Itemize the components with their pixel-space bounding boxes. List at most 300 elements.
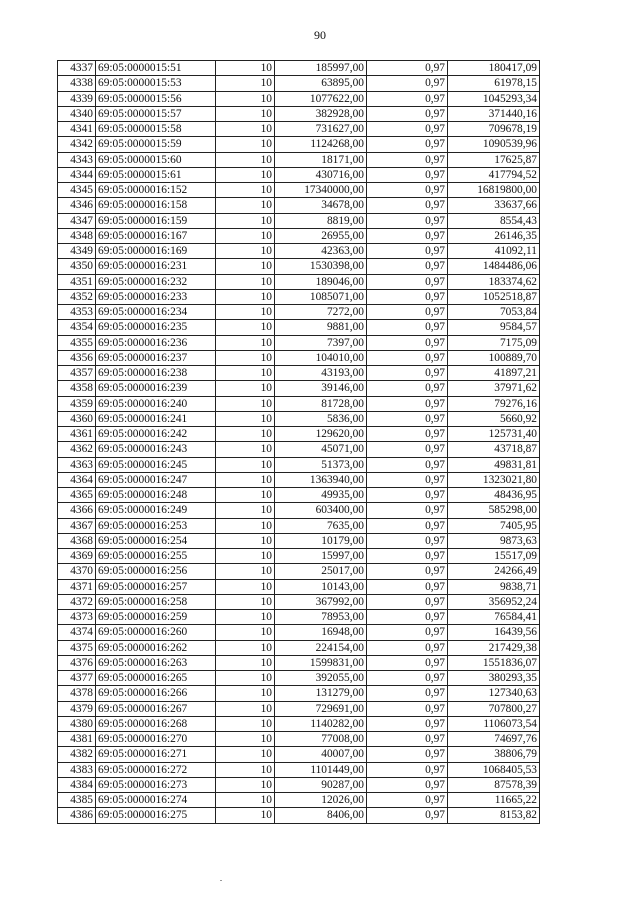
cadastral-value-cell: 78953,00 [275, 610, 367, 625]
row-number-cell: 4360 [58, 411, 96, 426]
row-number-cell: 4349 [58, 244, 96, 259]
row-number-cell: 4342 [58, 137, 96, 152]
row-number-cell: 4346 [58, 198, 96, 213]
result-value-cell: 371440,16 [448, 106, 540, 121]
coefficient-cell: 0,97 [367, 594, 448, 609]
cadastral-value-cell: 7635,00 [275, 518, 367, 533]
result-value-cell: 1052518,87 [448, 289, 540, 304]
rate-cell: 10 [216, 167, 275, 182]
rate-cell: 10 [216, 198, 275, 213]
result-value-cell: 41092,11 [448, 244, 540, 259]
rate-cell: 10 [216, 472, 275, 487]
row-number-cell: 4338 [58, 76, 96, 91]
table-row [58, 61, 540, 76]
row-number-cell: 4367 [58, 518, 96, 533]
table-row [58, 198, 540, 213]
cadastral-number-cell: 69:05:0000016:258 [96, 594, 216, 609]
cadastral-value-cell: 189046,00 [275, 274, 367, 289]
table-row [58, 808, 540, 823]
table-row [58, 579, 540, 594]
table-row [58, 366, 540, 381]
row-number-cell: 4363 [58, 457, 96, 472]
result-value-cell: 7175,09 [448, 335, 540, 350]
cadastral-value-cell: 603400,00 [275, 503, 367, 518]
coefficient-cell: 0,97 [367, 442, 448, 457]
data-table [57, 60, 540, 824]
coefficient-cell: 0,97 [367, 533, 448, 548]
cadastral-number-cell: 69:05:0000016:169 [96, 244, 216, 259]
rate-cell: 10 [216, 274, 275, 289]
cadastral-value-cell: 1530398,00 [275, 259, 367, 274]
cadastral-value-cell: 131279,00 [275, 686, 367, 701]
result-value-cell: 183374,62 [448, 274, 540, 289]
cadastral-number-cell: 69:05:0000015:61 [96, 167, 216, 182]
cadastral-number-cell: 69:05:0000016:243 [96, 442, 216, 457]
coefficient-cell: 0,97 [367, 411, 448, 426]
row-number-cell: 4339 [58, 91, 96, 106]
rate-cell: 10 [216, 350, 275, 365]
coefficient-cell: 0,97 [367, 305, 448, 320]
coefficient-cell: 0,97 [367, 76, 448, 91]
coefficient-cell: 0,97 [367, 259, 448, 274]
table-row [58, 259, 540, 274]
cadastral-number-cell: 69:05:0000016:249 [96, 503, 216, 518]
result-value-cell: 17625,87 [448, 152, 540, 167]
rate-cell: 10 [216, 655, 275, 670]
row-number-cell: 4374 [58, 625, 96, 640]
rate-cell: 10 [216, 594, 275, 609]
row-number-cell: 4382 [58, 747, 96, 762]
coefficient-cell: 0,97 [367, 701, 448, 716]
rate-cell: 10 [216, 457, 275, 472]
cadastral-value-cell: 15997,00 [275, 549, 367, 564]
cadastral-number-cell: 69:05:0000016:260 [96, 625, 216, 640]
row-number-cell: 4354 [58, 320, 96, 335]
rate-cell: 10 [216, 259, 275, 274]
rate-cell: 10 [216, 777, 275, 792]
cadastral-value-cell: 63895,00 [275, 76, 367, 91]
cadastral-number-cell: 69:05:0000016:271 [96, 747, 216, 762]
row-number-cell: 4372 [58, 594, 96, 609]
row-number-cell: 4385 [58, 793, 96, 808]
table-row [58, 320, 540, 335]
result-value-cell: 8153,82 [448, 808, 540, 823]
cadastral-number-cell: 69:05:0000016:256 [96, 564, 216, 579]
result-value-cell: 707800,27 [448, 701, 540, 716]
result-value-cell: 417794,52 [448, 167, 540, 182]
coefficient-cell: 0,97 [367, 488, 448, 503]
cadastral-number-cell: 69:05:0000016:159 [96, 213, 216, 228]
cadastral-number-cell: 69:05:0000016:236 [96, 335, 216, 350]
table-row [58, 594, 540, 609]
row-number-cell: 4369 [58, 549, 96, 564]
result-value-cell: 33637,66 [448, 198, 540, 213]
rate-cell: 10 [216, 366, 275, 381]
rate-cell: 10 [216, 76, 275, 91]
table-row [58, 747, 540, 762]
result-value-cell: 41897,21 [448, 366, 540, 381]
cadastral-number-cell: 69:05:0000016:242 [96, 427, 216, 442]
table-row [58, 213, 540, 228]
cadastral-number-cell: 69:05:0000016:275 [96, 808, 216, 823]
table-row [58, 610, 540, 625]
result-value-cell: 1090539,96 [448, 137, 540, 152]
cadastral-value-cell: 382928,00 [275, 106, 367, 121]
coefficient-cell: 0,97 [367, 671, 448, 686]
cadastral-number-cell: 69:05:0000016:253 [96, 518, 216, 533]
result-value-cell: 87578,39 [448, 777, 540, 792]
rate-cell: 10 [216, 579, 275, 594]
row-number-cell: 4355 [58, 335, 96, 350]
table-row [58, 564, 540, 579]
rate-cell: 10 [216, 625, 275, 640]
rate-cell: 10 [216, 335, 275, 350]
rate-cell: 10 [216, 518, 275, 533]
rate-cell: 10 [216, 106, 275, 121]
result-value-cell: 15517,09 [448, 549, 540, 564]
table-row [58, 106, 540, 121]
table-row [58, 472, 540, 487]
row-number-cell: 4365 [58, 488, 96, 503]
result-value-cell: 1106073,54 [448, 716, 540, 731]
coefficient-cell: 0,97 [367, 793, 448, 808]
coefficient-cell: 0,97 [367, 274, 448, 289]
cadastral-number-cell: 69:05:0000016:272 [96, 762, 216, 777]
cadastral-value-cell: 1140282,00 [275, 716, 367, 731]
result-value-cell: 48436,95 [448, 488, 540, 503]
table-row [58, 244, 540, 259]
cadastral-number-cell: 69:05:0000016:266 [96, 686, 216, 701]
row-number-cell: 4356 [58, 350, 96, 365]
cadastral-value-cell: 7272,00 [275, 305, 367, 320]
cadastral-value-cell: 10143,00 [275, 579, 367, 594]
row-number-cell: 4345 [58, 183, 96, 198]
table-row [58, 350, 540, 365]
rate-cell: 10 [216, 427, 275, 442]
result-value-cell: 1484486,06 [448, 259, 540, 274]
cadastral-number-cell: 69:05:0000016:233 [96, 289, 216, 304]
cadastral-number-cell: 69:05:0000015:57 [96, 106, 216, 121]
cadastral-number-cell: 69:05:0000015:60 [96, 152, 216, 167]
row-number-cell: 4341 [58, 122, 96, 137]
cadastral-number-cell: 69:05:0000015:53 [96, 76, 216, 91]
result-value-cell: 1045293,34 [448, 91, 540, 106]
table-row [58, 732, 540, 747]
cadastral-value-cell: 81728,00 [275, 396, 367, 411]
result-value-cell: 11665,22 [448, 793, 540, 808]
row-number-cell: 4351 [58, 274, 96, 289]
table-row [58, 457, 540, 472]
cadastral-value-cell: 1599831,00 [275, 655, 367, 670]
rate-cell: 10 [216, 488, 275, 503]
coefficient-cell: 0,97 [367, 625, 448, 640]
result-value-cell: 100889,70 [448, 350, 540, 365]
rate-cell: 10 [216, 396, 275, 411]
result-value-cell: 356952,24 [448, 594, 540, 609]
rate-cell: 10 [216, 732, 275, 747]
row-number-cell: 4343 [58, 152, 96, 167]
coefficient-cell: 0,97 [367, 320, 448, 335]
cadastral-number-cell: 69:05:0000015:51 [96, 61, 216, 76]
rate-cell: 10 [216, 137, 275, 152]
cadastral-value-cell: 43193,00 [275, 366, 367, 381]
cadastral-number-cell: 69:05:0000016:263 [96, 655, 216, 670]
cadastral-number-cell: 69:05:0000016:248 [96, 488, 216, 503]
coefficient-cell: 0,97 [367, 350, 448, 365]
rate-cell: 10 [216, 61, 275, 76]
cadastral-value-cell: 12026,00 [275, 793, 367, 808]
table-row [58, 503, 540, 518]
rate-cell: 10 [216, 228, 275, 243]
cadastral-number-cell: 69:05:0000016:259 [96, 610, 216, 625]
row-number-cell: 4350 [58, 259, 96, 274]
result-value-cell: 49831,81 [448, 457, 540, 472]
result-value-cell: 24266,49 [448, 564, 540, 579]
cadastral-number-cell: 69:05:0000015:56 [96, 91, 216, 106]
cadastral-value-cell: 104010,00 [275, 350, 367, 365]
coefficient-cell: 0,97 [367, 747, 448, 762]
table-row [58, 793, 540, 808]
rate-cell: 10 [216, 533, 275, 548]
result-value-cell: 7053,84 [448, 305, 540, 320]
rate-cell: 10 [216, 442, 275, 457]
coefficient-cell: 0,97 [367, 198, 448, 213]
coefficient-cell: 0,97 [367, 183, 448, 198]
table-row [58, 488, 540, 503]
rate-cell: 10 [216, 793, 275, 808]
cadastral-number-cell: 69:05:0000016:265 [96, 671, 216, 686]
table-row [58, 183, 540, 198]
cadastral-number-cell: 69:05:0000016:247 [96, 472, 216, 487]
result-value-cell: 38806,79 [448, 747, 540, 762]
table-row [58, 274, 540, 289]
cadastral-value-cell: 17340000,00 [275, 183, 367, 198]
cadastral-number-cell: 69:05:0000016:257 [96, 579, 216, 594]
result-value-cell: 7405,95 [448, 518, 540, 533]
coefficient-cell: 0,97 [367, 457, 448, 472]
result-value-cell: 74697,76 [448, 732, 540, 747]
table-row [58, 411, 540, 426]
rate-cell: 10 [216, 91, 275, 106]
row-number-cell: 4375 [58, 640, 96, 655]
cadastral-number-cell: 69:05:0000016:268 [96, 716, 216, 731]
table-row [58, 686, 540, 701]
row-number-cell: 4373 [58, 610, 96, 625]
result-value-cell: 380293,35 [448, 671, 540, 686]
rate-cell: 10 [216, 701, 275, 716]
row-number-cell: 4384 [58, 777, 96, 792]
coefficient-cell: 0,97 [367, 396, 448, 411]
row-number-cell: 4361 [58, 427, 96, 442]
row-number-cell: 4340 [58, 106, 96, 121]
cadastral-value-cell: 90287,00 [275, 777, 367, 792]
coefficient-cell: 0,97 [367, 289, 448, 304]
table-row [58, 381, 540, 396]
cadastral-value-cell: 367992,00 [275, 594, 367, 609]
cadastral-value-cell: 224154,00 [275, 640, 367, 655]
cadastral-value-cell: 77008,00 [275, 732, 367, 747]
cadastral-value-cell: 1101449,00 [275, 762, 367, 777]
result-value-cell: 1551836,07 [448, 655, 540, 670]
table-row [58, 716, 540, 731]
coefficient-cell: 0,97 [367, 808, 448, 823]
cadastral-value-cell: 39146,00 [275, 381, 367, 396]
rate-cell: 10 [216, 244, 275, 259]
coefficient-cell: 0,97 [367, 716, 448, 731]
coefficient-cell: 0,97 [367, 472, 448, 487]
coefficient-cell: 0,97 [367, 213, 448, 228]
coefficient-cell: 0,97 [367, 427, 448, 442]
rate-cell: 10 [216, 549, 275, 564]
cadastral-number-cell: 69:05:0000016:232 [96, 274, 216, 289]
rate-cell: 10 [216, 640, 275, 655]
row-number-cell: 4358 [58, 381, 96, 396]
coefficient-cell: 0,97 [367, 549, 448, 564]
table-row [58, 76, 540, 91]
cadastral-value-cell: 51373,00 [275, 457, 367, 472]
table-row [58, 442, 540, 457]
coefficient-cell: 0,97 [367, 152, 448, 167]
coefficient-cell: 0,97 [367, 686, 448, 701]
cadastral-value-cell: 16948,00 [275, 625, 367, 640]
rate-cell: 10 [216, 762, 275, 777]
table-row [58, 305, 540, 320]
result-value-cell: 127340,63 [448, 686, 540, 701]
coefficient-cell: 0,97 [367, 335, 448, 350]
table-row [58, 122, 540, 137]
row-number-cell: 4370 [58, 564, 96, 579]
table-row [58, 396, 540, 411]
cadastral-number-cell: 69:05:0000016:267 [96, 701, 216, 716]
cadastral-value-cell: 1363940,00 [275, 472, 367, 487]
cadastral-value-cell: 10179,00 [275, 533, 367, 548]
cadastral-value-cell: 392055,00 [275, 671, 367, 686]
cadastral-number-cell: 69:05:0000016:167 [96, 228, 216, 243]
row-number-cell: 4378 [58, 686, 96, 701]
result-value-cell: 26146,35 [448, 228, 540, 243]
cadastral-number-cell: 69:05:0000016:231 [96, 259, 216, 274]
cadastral-value-cell: 45071,00 [275, 442, 367, 457]
table-row [58, 137, 540, 152]
result-value-cell: 180417,09 [448, 61, 540, 76]
table-row [58, 671, 540, 686]
table-row [58, 335, 540, 350]
cadastral-value-cell: 8406,00 [275, 808, 367, 823]
row-number-cell: 4368 [58, 533, 96, 548]
table-row [58, 152, 540, 167]
row-number-cell: 4376 [58, 655, 96, 670]
cadastral-number-cell: 69:05:0000016:235 [96, 320, 216, 335]
coefficient-cell: 0,97 [367, 167, 448, 182]
row-number-cell: 4377 [58, 671, 96, 686]
result-value-cell: 16819800,00 [448, 183, 540, 198]
result-value-cell: 709678,19 [448, 122, 540, 137]
rate-cell: 10 [216, 716, 275, 731]
table-row [58, 228, 540, 243]
rate-cell: 10 [216, 152, 275, 167]
coefficient-cell: 0,97 [367, 762, 448, 777]
row-number-cell: 4337 [58, 61, 96, 76]
rate-cell: 10 [216, 808, 275, 823]
rate-cell: 10 [216, 213, 275, 228]
result-value-cell: 217429,38 [448, 640, 540, 655]
coefficient-cell: 0,97 [367, 228, 448, 243]
cadastral-value-cell: 42363,00 [275, 244, 367, 259]
row-number-cell: 4379 [58, 701, 96, 716]
table-row [58, 289, 540, 304]
cadastral-value-cell: 1124268,00 [275, 137, 367, 152]
cadastral-value-cell: 7397,00 [275, 335, 367, 350]
row-number-cell: 4344 [58, 167, 96, 182]
cadastral-number-cell: 69:05:0000016:255 [96, 549, 216, 564]
result-value-cell: 9838,71 [448, 579, 540, 594]
cadastral-value-cell: 1077622,00 [275, 91, 367, 106]
cadastral-number-cell: 69:05:0000016:262 [96, 640, 216, 655]
result-value-cell: 43718,87 [448, 442, 540, 457]
rate-cell: 10 [216, 671, 275, 686]
cadastral-value-cell: 9881,00 [275, 320, 367, 335]
cadastral-number-cell: 69:05:0000015:58 [96, 122, 216, 137]
cadastral-value-cell: 26955,00 [275, 228, 367, 243]
rate-cell: 10 [216, 381, 275, 396]
table-row [58, 762, 540, 777]
cadastral-value-cell: 731627,00 [275, 122, 367, 137]
coefficient-cell: 0,97 [367, 655, 448, 670]
table-row [58, 167, 540, 182]
rate-cell: 10 [216, 610, 275, 625]
row-number-cell: 4366 [58, 503, 96, 518]
rate-cell: 10 [216, 747, 275, 762]
table-row [58, 533, 540, 548]
row-number-cell: 4347 [58, 213, 96, 228]
cadastral-number-cell: 69:05:0000016:254 [96, 533, 216, 548]
cadastral-number-cell: 69:05:0000016:152 [96, 183, 216, 198]
result-value-cell: 16439,56 [448, 625, 540, 640]
table-row [58, 625, 540, 640]
result-value-cell: 79276,16 [448, 396, 540, 411]
table-body [58, 61, 540, 824]
cadastral-value-cell: 18171,00 [275, 152, 367, 167]
cadastral-value-cell: 5836,00 [275, 411, 367, 426]
result-value-cell: 37971,62 [448, 381, 540, 396]
cadastral-value-cell: 8819,00 [275, 213, 367, 228]
table-row [58, 549, 540, 564]
coefficient-cell: 0,97 [367, 244, 448, 259]
cadastral-value-cell: 34678,00 [275, 198, 367, 213]
cadastral-value-cell: 1085071,00 [275, 289, 367, 304]
table-row [58, 655, 540, 670]
cadastral-value-cell: 25017,00 [275, 564, 367, 579]
result-value-cell: 61978,15 [448, 76, 540, 91]
result-value-cell: 8554,43 [448, 213, 540, 228]
table-row [58, 427, 540, 442]
coefficient-cell: 0,97 [367, 61, 448, 76]
rate-cell: 10 [216, 503, 275, 518]
result-value-cell: 585298,00 [448, 503, 540, 518]
coefficient-cell: 0,97 [367, 122, 448, 137]
coefficient-cell: 0,97 [367, 518, 448, 533]
row-number-cell: 4364 [58, 472, 96, 487]
result-value-cell: 9584,57 [448, 320, 540, 335]
result-value-cell: 76584,41 [448, 610, 540, 625]
rate-cell: 10 [216, 183, 275, 198]
rate-cell: 10 [216, 305, 275, 320]
cadastral-number-cell: 69:05:0000016:234 [96, 305, 216, 320]
row-number-cell: 4383 [58, 762, 96, 777]
coefficient-cell: 0,97 [367, 564, 448, 579]
coefficient-cell: 0,97 [367, 640, 448, 655]
row-number-cell: 4362 [58, 442, 96, 457]
